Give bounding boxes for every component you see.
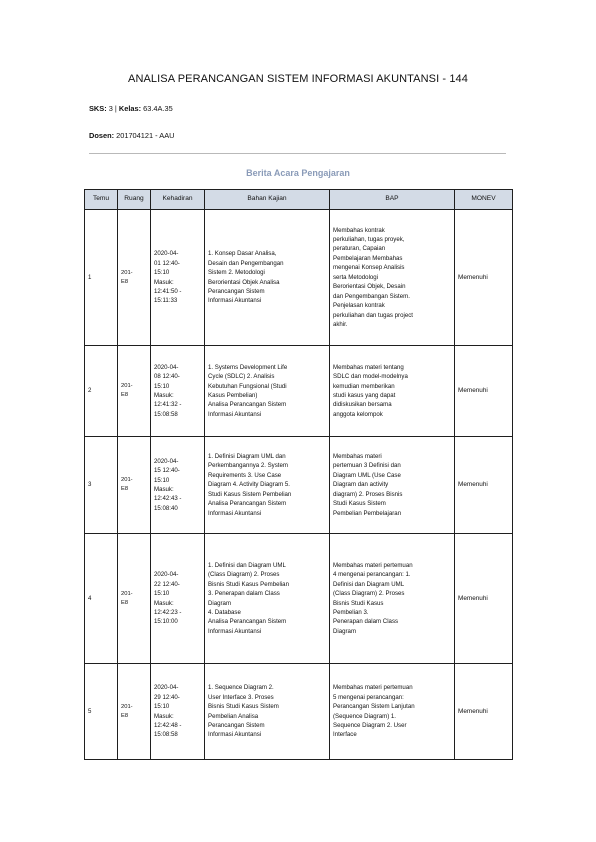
cell-kehadiran: 2020-04- 29 12:40- 15:10 Masuk: 12:42:48 - 15:08:58 bbox=[151, 664, 205, 760]
lecturer-info-line bbox=[89, 131, 174, 140]
cell-bap: Membahas materi pertemuan 4 mengenai perancangan: 1. Definisi dan Diagram UML (Class Diagram) 2. Proses Bisnis Studi Kasus Pembelian 3. Penerapan dalam Class Diagram bbox=[330, 534, 455, 664]
course-info-line bbox=[89, 104, 173, 113]
cell-monev: Memenuhi bbox=[455, 210, 513, 346]
document-title: ANALISA PERANCANGAN SISTEM INFORMASI AKUNTANSI - 144 bbox=[128, 73, 468, 85]
table-row bbox=[85, 664, 513, 760]
cell-bahan-kajian: 1. Sequence Diagram 2. User Interface 3. Proses Bisnis Studi Kasus Sistem Pembelian Analisa Perancangan Sistem Informasi Akuntansi bbox=[205, 664, 330, 760]
cell-monev: Memenuhi bbox=[455, 437, 513, 534]
cell-ruang: 201- E8 bbox=[118, 437, 151, 534]
cell-ruang: 201- E8 bbox=[118, 210, 151, 346]
cell-ruang: 201- E8 bbox=[118, 346, 151, 437]
cell-bap: Membahas kontrak perkuliahan, tugas proyek, peraturan, Capaian Pembelajaran Membahas mengenai Konsep Analisis serta Metodologi Berorientasi Objek, Desain dan Pengembangan Sistem. Penjelasan kontrak perkuliahan dan tugas project akhir. bbox=[330, 210, 455, 346]
sks-label: SKS: bbox=[89, 104, 107, 113]
cell-temu: 1 bbox=[85, 210, 118, 346]
cell-bahan-kajian: 1. Definisi dan Diagram UML (Class Diagram) 2. Proses Bisnis Studi Kasus Pembelian 3. Penerapan dalam Class Diagram 4. Database Analisa Perancangan Sistem Informasi Akuntansi bbox=[205, 534, 330, 664]
header-temu: Temu bbox=[85, 190, 118, 210]
cell-ruang: 201- E8 bbox=[118, 534, 151, 664]
cell-bahan-kajian: 1. Definisi Diagram UML dan Perkembangannya 2. System Requirements 3. Use Case Diagram 4. Activity Diagram 5. Studi Kasus Sistem Pembelian Analisa Perancangan Sistem Informasi Akuntansi bbox=[205, 437, 330, 534]
table-row bbox=[85, 437, 513, 534]
cell-kehadiran: 2020-04- 08 12:40- 15:10 Masuk: 12:41:32 - 15:08:58 bbox=[151, 346, 205, 437]
cell-bap: Membahas materi tentang SDLC dan model-modelnya kemudian memberikan studi kasus yang dapat didiskusikan bersama anggota kelompok bbox=[330, 346, 455, 437]
header-ruang: Ruang bbox=[118, 190, 151, 210]
cell-kehadiran: 2020-04- 01 12:40- 15:10 Masuk: 12:41:50 - 15:11:33 bbox=[151, 210, 205, 346]
header-bap: BAP bbox=[330, 190, 455, 210]
cell-temu: 5 bbox=[85, 664, 118, 760]
table-header-row bbox=[85, 190, 513, 210]
cell-temu: 2 bbox=[85, 346, 118, 437]
cell-monev: Memenuhi bbox=[455, 534, 513, 664]
cell-bahan-kajian: 1. Systems Development Life Cycle (SDLC) 2. Analisis Kebutuhan Fungsional (Studi Kasus Pembelian) Analisa Perancangan Sistem Informasi Akuntansi bbox=[205, 346, 330, 437]
section-title: Berita Acara Pengajaran bbox=[246, 168, 350, 178]
teaching-report-table bbox=[84, 189, 513, 760]
cell-temu: 3 bbox=[85, 437, 118, 534]
cell-temu: 4 bbox=[85, 534, 118, 664]
kelas-label: Kelas: bbox=[118, 104, 142, 113]
cell-ruang: 201- E8 bbox=[118, 664, 151, 760]
cell-bap: Membahas materi pertemuan 3 Definisi dan Diagram UML (Use Case Diagram dan activity diagram) 2. Proses Bisnis Studi Kasus Sistem Pembelian Pembelajaran bbox=[330, 437, 455, 534]
cell-bahan-kajian: 1. Konsep Dasar Analisa, Desain dan Pengembangan Sistem 2. Metodologi Berorientasi Objek Analisa Perancangan Sistem Informasi Akuntansi bbox=[205, 210, 330, 346]
dosen-label: Dosen: bbox=[89, 131, 115, 140]
cell-kehadiran: 2020-04- 22 12:40- 15:10 Masuk: 12:42:23 - 15:10:00 bbox=[151, 534, 205, 664]
header-kehadiran: Kehadiran bbox=[151, 190, 205, 210]
cell-kehadiran: 2020-04- 15 12:40- 15:10 Masuk: 12:42:43 - 15:08:40 bbox=[151, 437, 205, 534]
table-row bbox=[85, 346, 513, 437]
cell-monev: Memenuhi bbox=[455, 346, 513, 437]
table-row bbox=[85, 210, 513, 346]
cell-monev: Memenuhi bbox=[455, 664, 513, 760]
kelas-value: 63.4A.35 bbox=[141, 104, 173, 113]
header-monev: MONEV bbox=[455, 190, 513, 210]
cell-bap: Membahas materi pertemuan 5 mengenai perancangan: Perancangan Sistem Lanjutan (Sequence Diagram) 1. Sequence Diagram 2. User Interface bbox=[330, 664, 455, 760]
table-row bbox=[85, 534, 513, 664]
horizontal-divider bbox=[89, 153, 506, 154]
sks-value: 3 | bbox=[106, 104, 119, 113]
dosen-value: 201704121 - AAU bbox=[114, 131, 175, 140]
header-bahan-kajian: Bahan Kajian bbox=[205, 190, 330, 210]
